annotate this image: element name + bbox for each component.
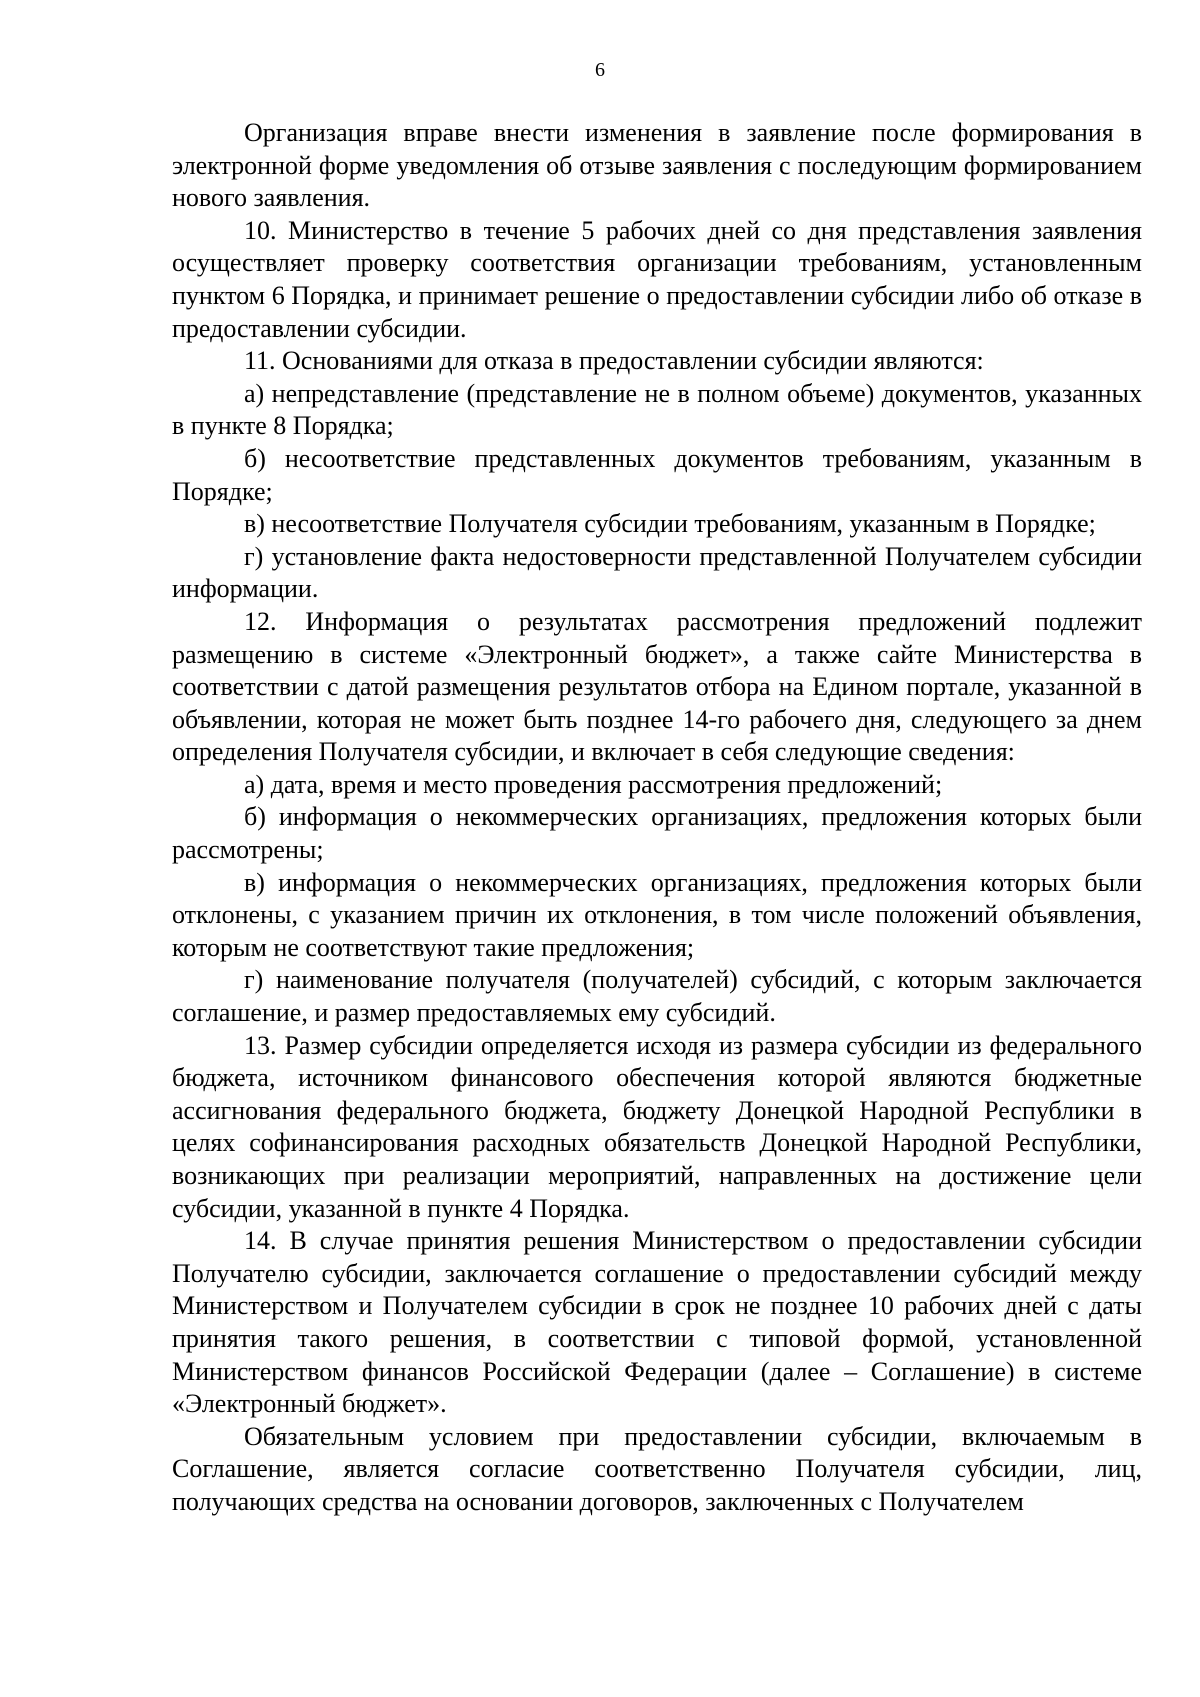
paragraph-amendment-notice: Организация вправе внести изменения в заявление после формирования в электронной форме уведомления об отзыве заявления с последующим формированием нового заявления. bbox=[172, 118, 1142, 213]
paragraph-item-14: 14. В случае принятия решения Министерством о предоставлении субсидии Получателю субсидии, заключается соглашение о предоставлении субсидий между Министерством и Получателем субсидии в срок не позднее 10 рабочих дней с даты принятия такого решения, в соответствии с типовой формой, установленной Министерством финансов Российской Федерации (далее – Соглашение) в системе «Электронный бюджет». bbox=[172, 1226, 1142, 1419]
paragraph-item-12-b: б) информация о некоммерческих организациях, предложения которых были рассмотрены; bbox=[172, 802, 1142, 865]
paragraph-item-11-v: в) несоответствие Получателя субсидии требованиям, указанным в Порядке; bbox=[244, 509, 1096, 539]
paragraph-item-12-v: в) информация о некоммерческих организациях, предложения которых были отклонены, с указанием причин их отклонения, в том числе положений объявления, которым не соответствуют такие предложения; bbox=[172, 867, 1142, 962]
paragraph-item-12-a: а) дата, время и место проведения рассмотрения предложений; bbox=[244, 769, 943, 799]
paragraph-item-13: 13. Размер субсидии определяется исходя из размера субсидии из федерального бюджета, источником финансового обеспечения которой являются бюджетные ассигнования федерального бюджета, бюджету Донецкой Народной Республики в целях софинансирования расходных обязательств Донецкой Народной Республики, возникающих при реализации мероприятий, направленных на достижение цели субсидии, указанной в пункте 4 Порядка. bbox=[172, 1030, 1142, 1223]
paragraph-item-11: 11. Основаниями для отказа в предоставлении субсидии являются: bbox=[244, 346, 984, 376]
paragraph-item-11-g: г) установление факта недостоверности представленной Получателем субсидии информации. bbox=[172, 541, 1142, 604]
paragraph-item-12: 12. Информация о результатах рассмотрения предложений подлежит размещению в системе «Электронный бюджет», а также сайте Министерства в соответствии с датой размещения результатов отбора на Едином портале, указанной в объявлении, которая не может быть позднее 14-го рабочего дня, следующего за днем определения Получателя субсидии, и включает в себя следующие сведения: bbox=[172, 606, 1142, 767]
paragraph-item-10: 10. Министерство в течение 5 рабочих дней со дня представления заявления осуществляет проверку соответствия организации требованиям, установленным пунктом 6 Порядка, и принимает решение о предоставлении субсидии либо об отказе в предоставлении субсидии. bbox=[172, 215, 1142, 343]
paragraph-item-11-b: б) несоответствие представленных документов требованиям, указанным в Порядке; bbox=[172, 443, 1142, 506]
page-number: 6 bbox=[595, 59, 605, 81]
document-body bbox=[172, 117, 1142, 1519]
paragraph-item-12-g: г) наименование получателя (получателей) субсидий, с которым заключается соглашение, и размер предоставляемых ему субсидий. bbox=[172, 965, 1142, 1028]
paragraph-item-11-a: а) непредставление (представление не в полном объеме) документов, указанных в пункте 8 Порядка; bbox=[172, 378, 1142, 441]
paragraph-mandatory-condition: Обязательным условием при предоставлении субсидии, включаемым в Соглашение, является согласие соответственно Получателя субсидии, лиц, получающих средства на основании договоров, заключенных с Получателем bbox=[172, 1421, 1142, 1516]
